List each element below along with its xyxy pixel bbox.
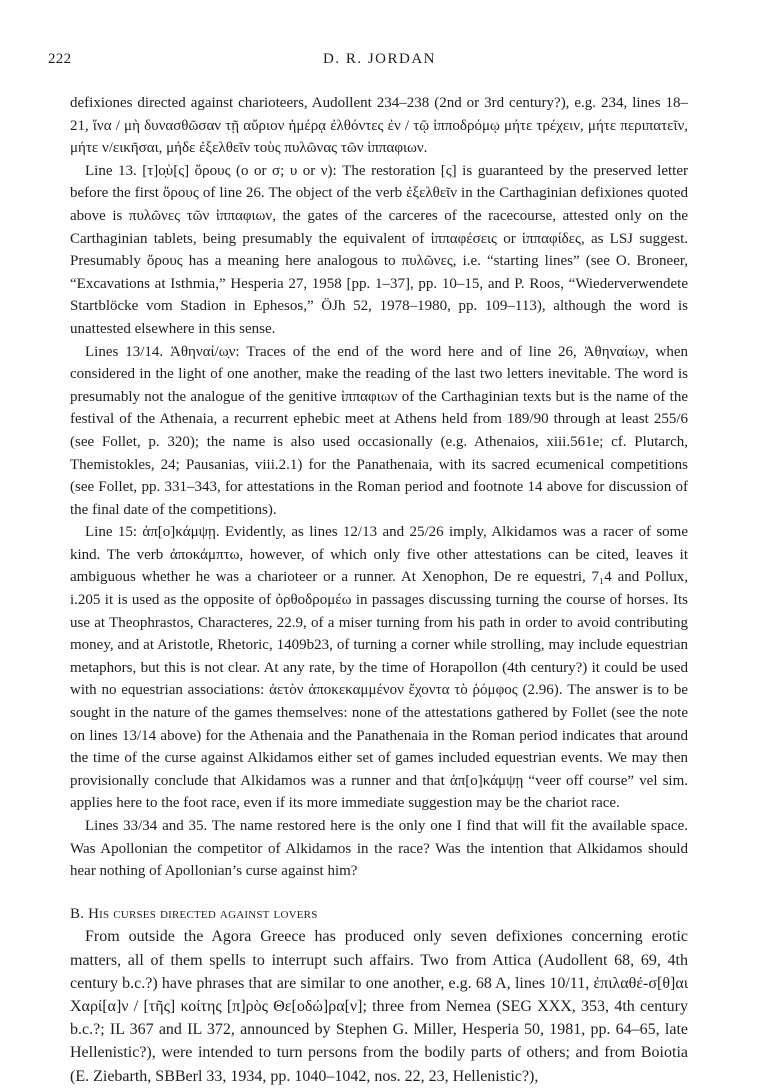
paragraph-lovers-intro: From outside the Agora Greece has produced only seven defixiones concerning erotic matters, all of them spells to interrupt such affairs. Two from Attica (Audollent 68, 69, 4th century b.c.?) have phrases that are similar to one another, e.g. 68 A, lines 10/11, ἐπιλαθέ-σ[θ]αι Χαρί[α]ν / [τῆς] κοίτης [π]ρὸς Θε[οδώ]ρα[ν]; three from Nemea (SEG XXX, 353, 4th century b.c.?; IL 367 and IL 372, announced by Stephen G. Miller, Hesperia 50, 1981, pp. 64–65, late Hellenistic?), were intended to turn persons from the bodily parts of others; and from Boiotia (E. Ziebarth, SBBerl 33, 1934, pp. 1040–1042, nos. 22, 23, Hellenistic?), [70,928,688,1085]
running-title: D. R. JORDAN [322,51,436,67]
page-header [0,48,759,70]
paragraph-line-15-note: Line 15: ἀπ[ο]κάμψῃ. Evidently, as lines 12/13 and 25/26 imply, Alkidamos was a racer of some kind. The verb ἀποκάμπτω, however, of which only five other attestations can be cited, leaves it ambiguous whether he was a charioteer or a runner. At Xenophon, De re equestri, 7₁4 and Pollux, i.205 it is used as the opposite of ὀρθοδρομέω in passages discussing turning the course of horses. Its use at Theophrastos, Characteres, 22.9, of a miser turning from his path in order to avoid contributing money, and at Aristotle, Rhetoric, 1409b23, of turning a corner while strolling, may include equestrian metaphors, but this is not clear. At any rate, by the time of Horapollon (4th century?) it could be used with no equestrian associations: ἀετὸν ἀποκεκαμμένον ἔχοντα τὸ ῥόμφος (2.96). The answer is to be sought in the nature of the games themselves: none of the attestations gathered by Follet (see the note on lines 13/14 above) for the Athenaia and the Panathenaia in the Roman period indicates that around the time of the curse against Alkidamos either set of games included equestrian events. We may then provisionally conclude that Alkidamos was a runner and that ἀπ[ο]κάμψῃ “veer off course” vel sim. applies here to the foot race, even if its more immediate suggestion may be the chariot race. [70,524,688,812]
paragraph-lines-13-14-note: Lines 13/14. Ἀθηναί/ω̣ν: Traces of the end of the word here and of line 26, Ἀθηναίω̣ν, when considered in the light of one another, make the reading of the last two letters inevitable. The word is presumably not the analogue of the genitive ἱππαφιων of the Carthaginian texts but is the name of the festival of the Athenaia, a recurrent ephebic meet at Athens held from 189/90 through at least 255/6 (see Follet, p. 320); the name is also used occasionally (e.g. Athenaios, xiii.561e; cf. Plutarch, Themistokles, 24; Pausanias, viii.2.1) for the Panathenaia, with its sacred ecumenical competitions (see Follet, pp. 331–343, for attestations in the Roman period and footnote 14 above for discussion of the final date of the competitions). [70,343,688,518]
section-heading [70,903,688,926]
paragraph-line-13-note: Line 13. [τ]ο̣ὺ[ς] ὅρους (ο or σ; υ or ν): The restoration [ς] is guaranteed by the preserved letter before the first ὅρους of line 26. The object of the verb ἐξελθεῖν in the Carthaginian defixiones quoted above is πυλῶνες τῶν ἱππαφιων, the gates of the carceres of the racecourse, attested only on the Carthaginian tablets, being presumably the equivalent of ἱππαφέσεις or ἱππαφίδες, as LSJ suggest. Presumably ὅρους has a meaning here analogous to πυλῶνες, i.e. “starting lines” (see O. Broneer, “Excavations at Isthmia,” Hesperia 27, 1958 [pp. 1–37], pp. 10–15, and P. Roos, “Wiederverwendete Startblöcke vom Stadion in Ephesos,” ÖJh 52, 1978–1980, pp. 109–113), although the word is unattested elsewhere in this sense. [70,162,688,337]
body-text [70,92,688,1088]
page-number: 222 [48,51,72,67]
section-gap [70,883,688,903]
section-heading-title: is curses directed against lovers [99,905,318,922]
paragraph-lines-33-35-note: Lines 33/34 and 35. The name restored here is the only one I find that will fit the available space. Was Apollonian the competitor of Alkidamos in the race? Was the intention that Alkidamos should hear nothing of Apollonian’s curse against him? [70,818,688,880]
paragraph-continuation: defixiones directed against charioteers, Audollent 234–238 (2nd or 3rd century?), e.g. 234, lines 18–21, ἵνα / μὴ δυνασθῶσαν τῇ αὔριον ἡμέρᾳ ἐλθόντες ἐν / τῷ ἱπποδρόμῳ μήτε τρέχειν, μήτε περιπατεῖν, μήτε ν/εικῆσαι, μήδε ἐξελθεῖν τοὺς πυλῶνας τῶν ἱππαφιων. [70,95,688,157]
section-heading-prefix: B. H [70,905,100,922]
